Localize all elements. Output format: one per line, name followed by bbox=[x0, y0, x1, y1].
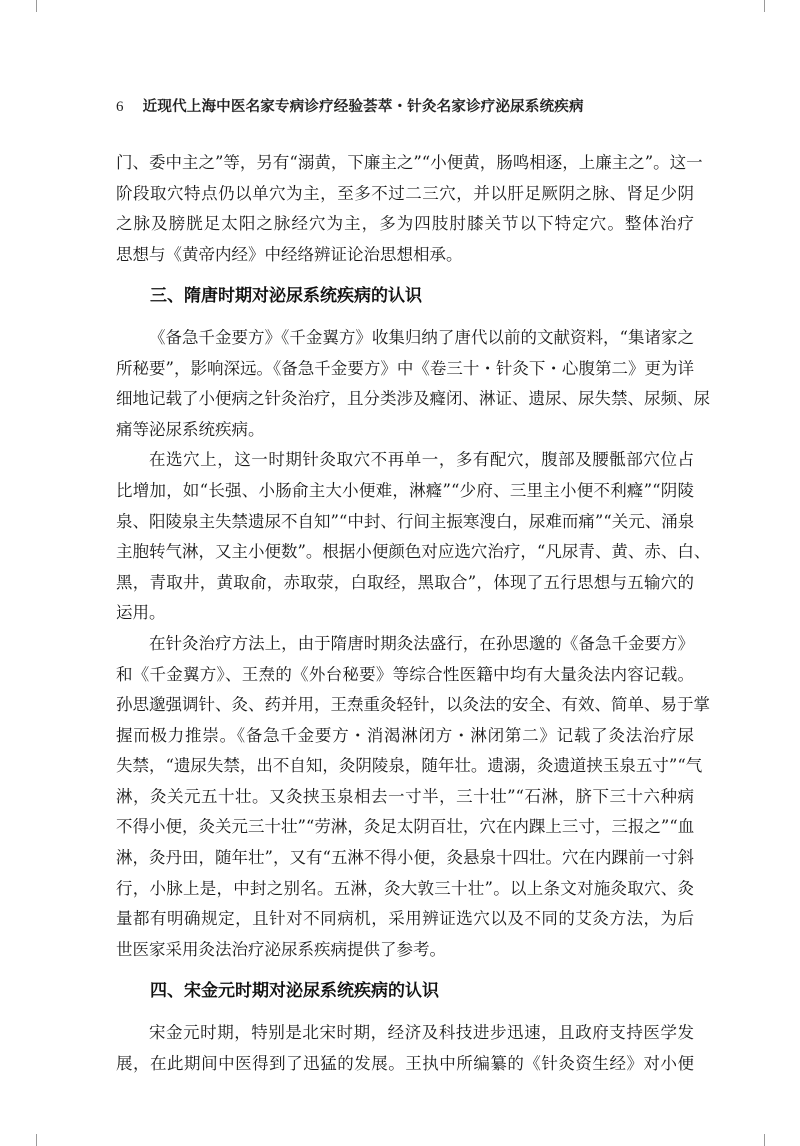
text-line: 孙思邈强调针、灸、药并用，王焘重灸轻针，以灸法的安全、有效、简单、易于掌 bbox=[116, 695, 710, 715]
text-line: 细地记载了小便病之针灸治疗，且分类涉及癃闭、淋证、遗尿、尿失禁、尿频、尿 bbox=[116, 389, 710, 409]
text-line: 淋，灸关元五十壮。又灸挟玉泉相去一寸半，三十壮”“石淋，脐下三十六种病 bbox=[116, 786, 694, 806]
text-line: 痛等泌尿系统疾病。 bbox=[116, 419, 265, 439]
paragraph bbox=[116, 629, 710, 966]
text-line: 所秘要”，影响深远。《备急千金要方》中《卷三十・针灸下・心腹第二》更为详 bbox=[116, 358, 694, 378]
running-header bbox=[116, 95, 696, 116]
paragraph bbox=[116, 1018, 694, 1079]
paragraph bbox=[116, 445, 711, 629]
text-line: 和《千金翼方》、王焘的《外台秘要》等综合性医籍中均有大量灸法内容记载。 bbox=[116, 664, 694, 684]
text-line: 行，小脉上是，中封之别名。五淋，灸大敦三十壮”。以上条文对施灸取穴、灸 bbox=[116, 878, 694, 898]
crop-mark bbox=[36, 1134, 37, 1146]
text-line: 淋，灸丹田，随年壮”，又有“五淋不得小便，灸悬泉十四壮。穴在内踝前一寸斜 bbox=[116, 848, 694, 868]
text-line: 失禁，“遗尿失禁，出不自知，灸阴陵泉，随年壮。遗溺，灸遗道挟玉泉五寸”“气 bbox=[116, 756, 703, 776]
section-heading: 三、隋唐时期对泌尿系统疾病的认识 bbox=[150, 286, 422, 307]
text-line: 世医家采用灸法治疗泌尿系疾病提供了参考。 bbox=[116, 939, 446, 959]
text-line: 黑，青取井，黄取俞，赤取荥，白取经，黑取合”，体现了五行思想与五输穴的 bbox=[116, 572, 694, 592]
text-line: 泉、阳陵泉主失禁遗尿不自知”“中封、行间主振寒溲白，尿难而痛”“关元、涌泉 bbox=[116, 511, 695, 531]
crop-mark bbox=[764, 0, 765, 12]
text-line: 之脉及膀胱足太阳之脉经穴为主，多为四肢肘膝关节以下特定穴。整体治疗 bbox=[116, 214, 694, 234]
text-line: 思想与《黄帝内经》中经络辨证论治思想相承。 bbox=[116, 244, 463, 264]
text-line: 阶段取穴特点仍以单穴为主，至多不过二三穴，并以肝足厥阴之脉、肾足少阴 bbox=[116, 183, 694, 203]
body-text bbox=[116, 148, 711, 1079]
text-line: 不得小便，灸关元三十壮”“劳淋，灸足太阴百壮，穴在内踝上三寸，三报之”“血 bbox=[116, 817, 695, 837]
page-number: 6 bbox=[116, 99, 124, 115]
text-line: 量都有明确规定，且针对不同病机，采用辨证选穴以及不同的艾灸方法，为后 bbox=[116, 909, 694, 929]
text-line: 宋金元时期，特别是北宋时期，经济及科技进步迅速，且政府支持医学发 bbox=[149, 1023, 694, 1043]
book-title: 近现代上海中医名家专病诊疗经验荟萃・针灸名家诊疗泌尿系统疾病 bbox=[142, 99, 584, 115]
text-line: 展，在此期间中医得到了迅猛的发展。王执中所编纂的《针灸资生经》对小便 bbox=[116, 1053, 694, 1073]
text-line: 主胞转气淋，又主小便数”。根据小便颜色对应选穴治疗，“凡尿青、黄、赤、白、 bbox=[116, 542, 711, 562]
text-line: 在选穴上，这一时期针灸取穴不再单一，多有配穴，腹部及腰骶部穴位占 bbox=[149, 450, 694, 470]
paragraph bbox=[116, 323, 710, 445]
section-heading: 四、宋金元时期对泌尿系统疾病的认识 bbox=[150, 981, 439, 1002]
paragraph bbox=[116, 148, 703, 270]
text-line: 比增加，如“长强、小肠俞主大小便难，淋癃”“少府、三里主小便不利癃”“阴陵 bbox=[116, 480, 694, 500]
text-line: 《备急千金要方》《千金翼方》收集归纳了唐代以前的文献资料，“集诸家之 bbox=[149, 327, 694, 347]
text-line: 运用。 bbox=[116, 603, 166, 623]
text-line: 门、委中主之”等，另有“溺黄，下廉主之”“小便黄，肠鸣相逐，上廉主之”。这一 bbox=[116, 153, 703, 172]
crop-mark bbox=[36, 0, 37, 12]
text-line: 握而极力推崇。《备急千金要方・消渴淋闭方・淋闭第二》记载了灸法治疗尿 bbox=[116, 725, 694, 745]
text-line: 在针灸治疗方法上，由于隋唐时期灸法盛行，在孙思邈的《备急千金要方》 bbox=[149, 633, 694, 653]
crop-mark bbox=[764, 1134, 765, 1146]
